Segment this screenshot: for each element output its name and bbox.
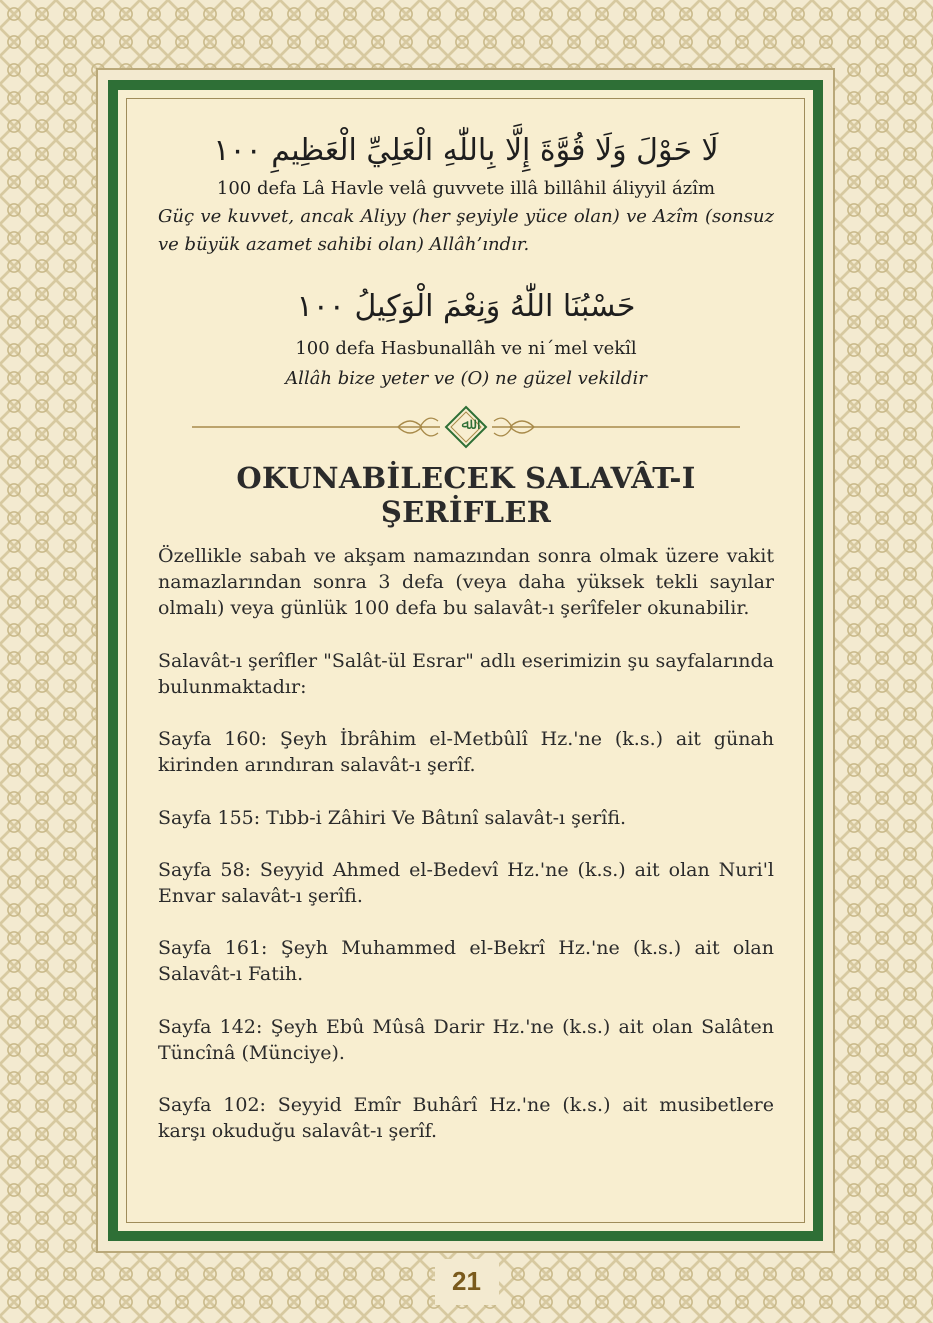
reference-102: Sayfa 102: Seyyid Emîr Buhârî Hz.'ne (k.s.) ait musibetlere karşı okuduğu salavât-ı şerîf.: [158, 1094, 774, 1143]
page-number: 21: [452, 1266, 481, 1296]
page-content: [158, 128, 774, 1145]
hasbuna-arabic: حَسْبُنَا اللّٰهُ وَنِعْمَ الْوَكِيلُ ١٠٠: [296, 289, 636, 325]
paragraph-2: Salavât-ı şerîfler "Salât-ül Esrar" adlı eserimizin şu sayfalarında bulunmaktadır:: [158, 649, 774, 698]
medallion-text: ﷲ: [461, 414, 471, 434]
body-paragraphs: [158, 543, 774, 1145]
section-heading: OKUNABİLECEK SALAVÂT-I ŞERİFLER: [236, 461, 696, 530]
reference-58: Sayfa 58: Seyyid Ahmed el-Bedevî Hz.'ne (k.s.) ait olan Nuri'l Envar salavât-ı şerîfi.: [158, 858, 774, 908]
hawqala-arabic: لَا حَوْلَ وَلَا قُوَّةَ إِلَّا بِاللّٰهِ الْعَلِيِّ الْعَظِيمِ ١٠٠: [213, 133, 719, 168]
reference-161: Sayfa 161: Şeyh Muhammed el-Bekrî Hz.'ne (k.s.) ait olan Salavât-ı Fatih.: [158, 937, 774, 986]
reference-155: Sayfa 155: Tıbb-i Zâhiri Ve Bâtınî salavât-ı şerîfi.: [158, 806, 627, 829]
paragraph-1: Özellikle sabah ve akşam namazından sonra olmak üzere vakit namazlarından sonra 3 defa (veya daha yüksek tekli sayılar olmalı) veya günlük 100 defa bu salavât-ı şerîfeler okunabilir.: [158, 545, 774, 620]
reference-142: Sayfa 142: Şeyh Ebû Mûsâ Darir Hz.'ne (k.s.) ait olan Salâten Tüncînâ (Münciye).: [158, 1015, 774, 1064]
hasbuna-block: [158, 288, 774, 393]
hawqala-transliteration: 100 defa Lâ Havle velâ guvvete illâ billâhil áliyyil ázîm: [216, 177, 716, 199]
divider-ornament: [158, 405, 774, 449]
hasbuna-meaning: Allâh bize yeter ve (O) ne güzel vekildir: [285, 368, 647, 390]
reference-160: Sayfa 160: Şeyh İbrâhim el-Metbûlî Hz.'ne (k.s.) ait günah kirinden arındıran salavât-ı şerîf.: [158, 728, 774, 777]
hawqala-meaning: Güç ve kuvvet, ancak Aliyy (her şeyiyle yüce olan) ve Azîm (sonsuz ve büyük azamet sahibi olan) Allâh’ındır.: [158, 205, 774, 255]
hawqala-block: [158, 132, 774, 258]
hasbuna-transliteration: 100 defa Hasbunallâh ve ni´mel vekîl: [295, 337, 637, 359]
